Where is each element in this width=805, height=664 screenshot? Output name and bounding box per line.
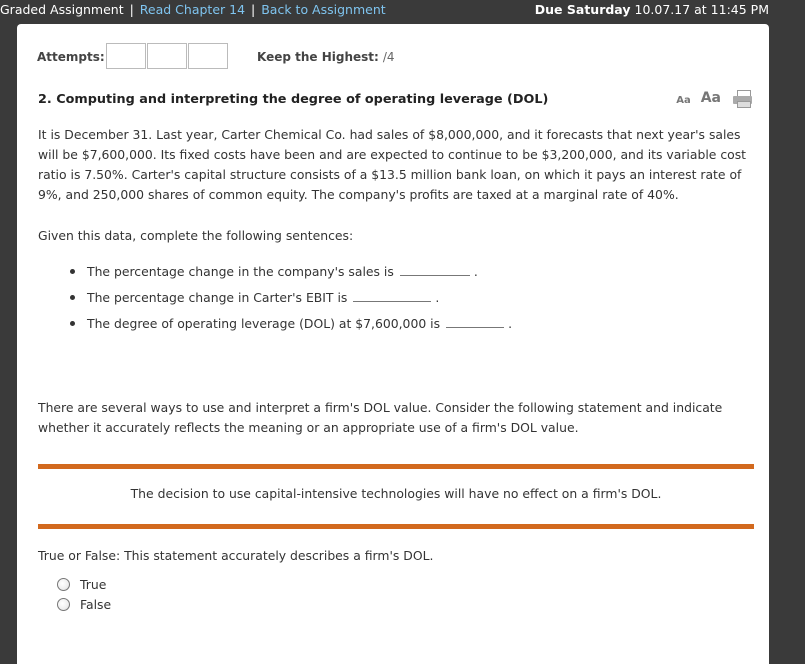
- due-date: [535, 0, 769, 20]
- statement-box: [38, 464, 754, 529]
- keep-highest-label: Keep the Highest:: [257, 50, 379, 64]
- attempt-box: [147, 43, 187, 69]
- answer-dropdown-ebit-change[interactable]: [353, 287, 431, 302]
- print-icon[interactable]: [733, 90, 753, 106]
- blank-period: .: [473, 264, 478, 279]
- attempts-label: Attempts:: [37, 50, 105, 64]
- font-size-increase-button[interactable]: Aa: [700, 90, 721, 106]
- statement-text: The decision to use capital-intensive technologies will have no effect on a firm's DOL.: [130, 486, 662, 501]
- option-label: True: [80, 577, 107, 592]
- radio-button[interactable]: [57, 578, 70, 591]
- attempt-box: [106, 43, 146, 69]
- bullet-text: The percentage change in the company's sales is: [87, 264, 394, 279]
- back-to-assignment-link[interactable]: Back to Assignment: [261, 2, 386, 17]
- blank-period: .: [435, 290, 440, 305]
- question-prompt: Given this data, complete the following sentences:: [38, 228, 354, 243]
- question-intro: It is December 31. Last year, Carter Chemical Co. had sales of $8,000,000, and it forecasts that next year's sales will be $7,600,000. Its fixed costs have been and are expected to continue to be $3,200,000, and its variable cost ratio is 7.50%. Carter's capital structure consists of a $13.5 million bank loan, on which it pays an interest rate of 9%, and 250,000 shares of common equity. The company's profits are taxed at a marginal rate of 40%.: [38, 127, 747, 202]
- answer-dropdown-sales-change[interactable]: [400, 261, 470, 276]
- question-tools: [676, 90, 753, 106]
- list-item: [65, 287, 512, 313]
- interpret-text: There are several ways to use and interpret a firm's DOL value. Consider the following statement and indicate whether it accurately reflects the meaning or an appropriate use of a firm's DOL value.: [38, 400, 723, 435]
- true-false-prompt: True or False: This statement accurately describes a firm's DOL.: [38, 548, 434, 563]
- option-true[interactable]: [57, 577, 106, 592]
- attempt-box: [188, 43, 228, 69]
- answer-dropdown-dol[interactable]: [446, 313, 504, 328]
- fill-in-list: [65, 261, 512, 339]
- question-panel: [17, 24, 769, 664]
- option-false[interactable]: [57, 597, 111, 612]
- bullet-text: The degree of operating leverage (DOL) at $7,600,000 is: [87, 316, 441, 331]
- font-size-decrease-button[interactable]: Aa: [676, 95, 691, 106]
- keep-highest-value: /4: [382, 50, 395, 64]
- question-title: 2. Computing and interpreting the degree of operating leverage (DOL): [38, 92, 549, 107]
- list-item: [65, 261, 512, 287]
- due-label: Due Saturday: [534, 2, 631, 17]
- top-bar: [0, 0, 805, 22]
- assignment-title: Graded Assignment: [0, 2, 124, 17]
- option-label: False: [80, 597, 112, 612]
- breadcrumb: Graded Assignment | Read Chapter 14 | Back to Assignment: [0, 2, 386, 17]
- radio-button[interactable]: [57, 598, 70, 611]
- attempt-boxes: [106, 43, 229, 69]
- due-value: 10.07.17 at 11:45 PM: [634, 2, 769, 17]
- keep-highest: [257, 50, 395, 64]
- bullet-text: The percentage change in Carter's EBIT is: [87, 290, 348, 305]
- read-chapter-link[interactable]: Read Chapter 14: [139, 2, 246, 17]
- blank-period: .: [508, 316, 513, 331]
- list-item: [65, 313, 512, 339]
